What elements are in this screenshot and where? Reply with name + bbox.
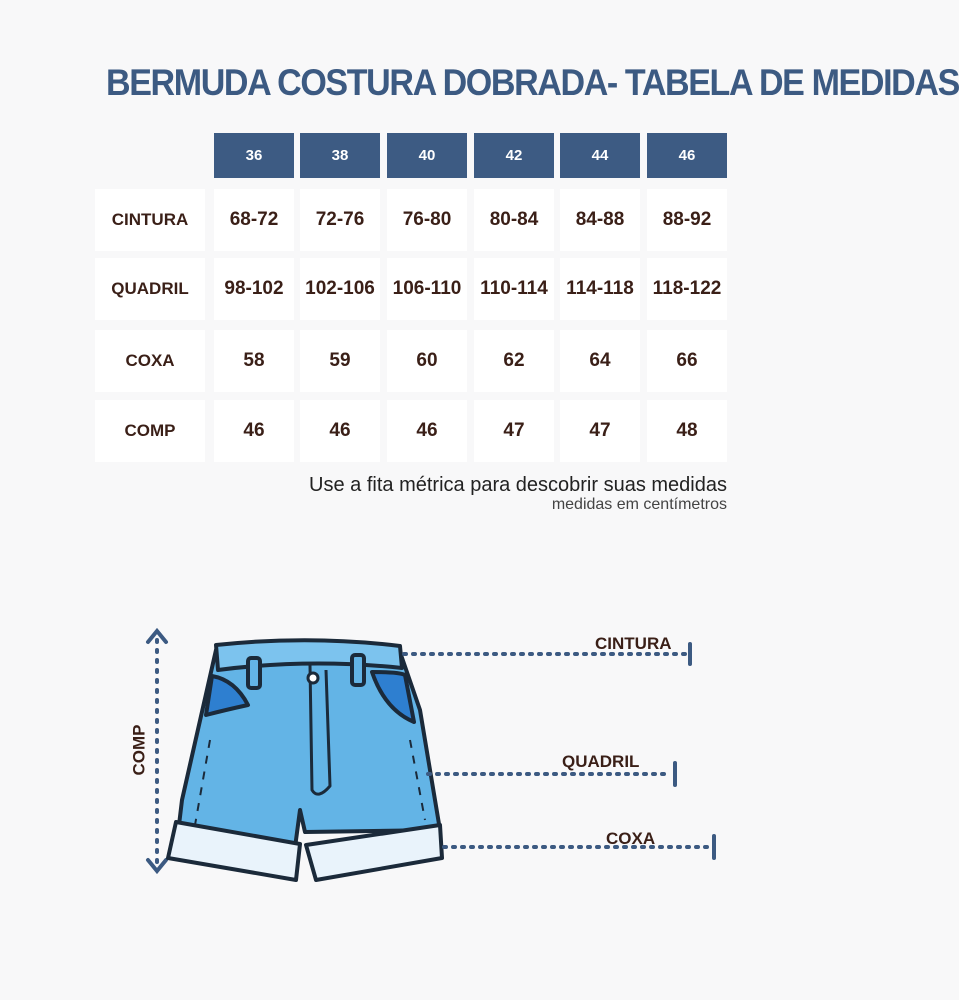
comp-label: COMP [129,724,149,776]
table-cell: 114-118 [560,258,640,320]
size-header-44: 44 [560,133,640,178]
button-icon [308,673,318,683]
table-cell: 46 [214,400,294,462]
row-label-coxa: COXA [95,330,205,392]
page-title: BERMUDA COSTURA DOBRADA- TABELA DE MEDIDAS [106,62,959,103]
comp-arrow [148,631,166,871]
table-cell: 46 [300,400,380,462]
coxa-label: COXA [606,829,656,848]
table-cell: 98-102 [214,258,294,320]
shorts-illustration-icon [0,600,820,900]
table-cell: 47 [560,400,640,462]
table-cell: 47 [474,400,554,462]
table-cell: 72-76 [300,189,380,251]
size-header-38: 38 [300,133,380,178]
table-cell: 106-110 [387,258,467,320]
quadril-label: QUADRIL [562,752,640,771]
units-note: medidas em centímetros [551,496,727,513]
row-label-quadril: QUADRIL [95,258,205,320]
table-cell: 66 [647,330,727,392]
size-header-40: 40 [387,133,467,178]
table-cell: 60 [387,330,467,392]
shorts-diagram [0,600,820,905]
size-header-42: 42 [474,133,554,178]
table-cell: 80-84 [474,189,554,251]
table-cell: 84-88 [560,189,640,251]
row-label-cintura: CINTURA [95,189,205,251]
coxa-guide [444,836,714,858]
table-cell: 46 [387,400,467,462]
size-header-36: 36 [214,133,294,178]
table-cell: 110-114 [474,258,554,320]
table-cell: 68-72 [214,189,294,251]
table-cell: 76-80 [387,189,467,251]
table-cell: 88-92 [647,189,727,251]
shorts-body [168,640,442,880]
cintura-label: CINTURA [595,634,672,653]
table-cell: 118-122 [647,258,727,320]
table-cell: 102-106 [300,258,380,320]
table-cell: 64 [560,330,640,392]
table-cell: 59 [300,330,380,392]
table-cell: 48 [647,400,727,462]
table-cell: 62 [474,330,554,392]
row-label-comp: COMP [95,400,205,462]
instruction-text: Use a fita métrica para descobrir suas medidas [309,474,727,496]
table-cell: 58 [214,330,294,392]
size-header-46: 46 [647,133,727,178]
